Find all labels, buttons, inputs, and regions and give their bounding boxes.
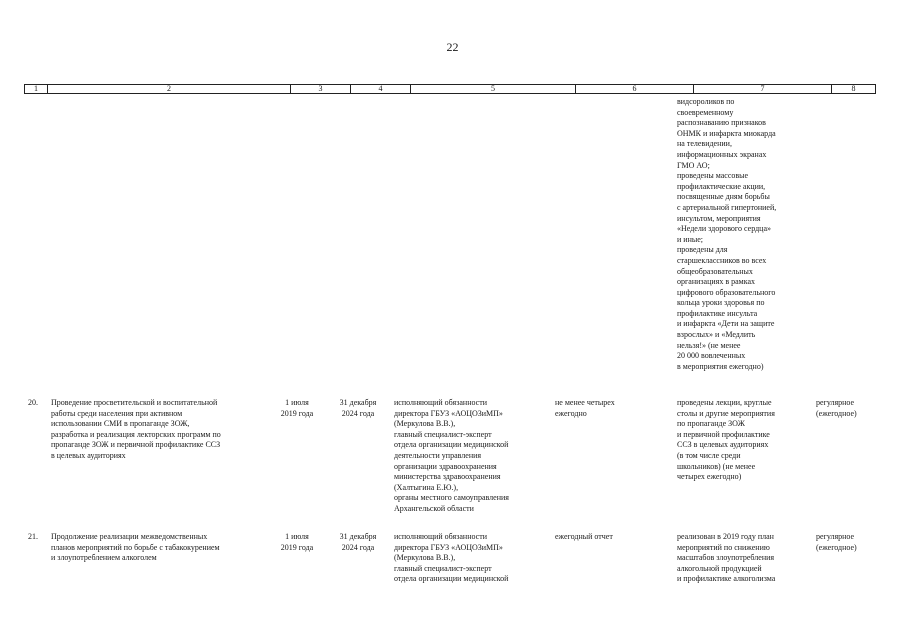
row-number: 20. <box>28 398 38 407</box>
row-number: 21. <box>28 532 38 541</box>
row-measure-name: Проведение просветительской и воспитательной работы среди населения при активном использовании СМИ в пропаганде ЗОЖ, разработка и реализация лекторских программ по пропаганде ЗОЖ и первичной профилактике ССЗ в целевых аудиториях <box>51 398 221 460</box>
row-start-date: 1 июля 2019 года <box>280 398 314 418</box>
row-result: проведены лекции, круглые столы и другие мероприятия по пропаганде ЗОЖ и первичной профилактике ССЗ в целевых аудиториях (в том числе среди школьников) (не менее четырех ежегодно) <box>677 398 775 482</box>
row-type: регулярное (ежегодное) <box>816 398 857 418</box>
header-col-7: 7 <box>694 85 832 93</box>
row-end-date: 31 декабря 2024 года <box>339 398 377 418</box>
header-col-1: 1 <box>25 85 48 93</box>
row-responsible: исполняющий обязанности директора ГБУЗ «АОЦОЗиМП» (Меркулова В.В.), главный специалист-эксперт отдела организации медицинской деятельности управления организации здравоохранения министерства здравоохранения (Халтыгина Е.Ю.), органы местного самоуправления Архангельской области <box>394 398 509 513</box>
header-col-5: 5 <box>411 85 576 93</box>
row-type: регулярное (ежегодное) <box>816 532 857 552</box>
header-col-4: 4 <box>351 85 411 93</box>
page-number: 22 <box>446 40 459 54</box>
header-col-6: 6 <box>576 85 694 93</box>
header-col-2: 2 <box>48 85 291 93</box>
row-start-date: 1 июля 2019 года <box>280 532 314 552</box>
row-indicator: не менее четырех ежегодно <box>555 398 615 418</box>
row-responsible: исполняющий обязанности директора ГБУЗ «АОЦОЗиМП» (Меркулова В.В.), главный специалист-эксперт отдела организации медицинской <box>394 532 509 584</box>
table-header-row <box>24 84 876 94</box>
continued-result-text: видсороликов по своевременному распознаванию признаков ОНМК и инфаркта миокарда на телевидении, информационных экранах ГМО АО; проведены массовые профилактические акции, посвященные дням борьбы с артериальной гипертонией, инсультом, мероприятия «Недели здорового сердца» и иные; проведены для старшеклассников во всех общеобразовательных организациях в рамках цифрового образовательного кольца уроки здоровья по профилактике инсульта и инфаркта «Дети на защите взрослых» и «Медлить нельзя!» (не менее 20 000 вовлеченных в мероприятия ежегодно) <box>677 97 777 371</box>
header-col-3: 3 <box>291 85 351 93</box>
row-measure-name: Продолжение реализации межведомственных планов мероприятий по борьбе с табакокурением и злоупотреблением алкоголем <box>51 532 220 563</box>
row-end-date: 31 декабря 2024 года <box>339 532 377 552</box>
row-indicator: ежегодный отчет <box>555 532 613 541</box>
header-col-8: 8 <box>851 84 856 93</box>
row-result: реализован в 2019 году план мероприятий по снижению масштабов злоупотребления алкогольной продукцией и профилактике алкоголизма <box>677 532 776 584</box>
